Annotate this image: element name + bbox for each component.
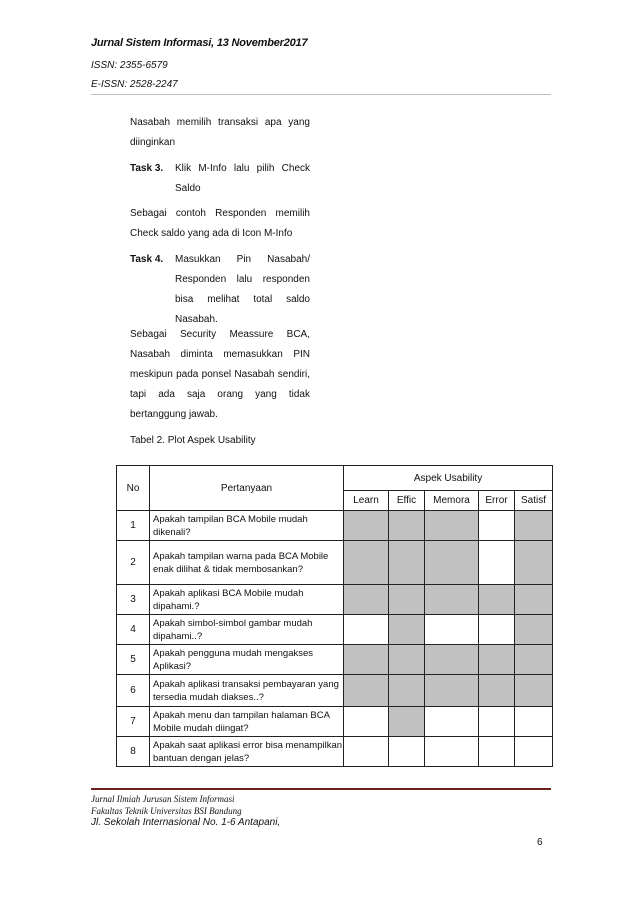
table-row — [117, 675, 553, 707]
paragraph-3: Sebagai Security Meassure BCA, Nasabah diminta memasukkan PIN meskipun pada ponsel Nasabah sendiri, tapi ada saja orang yang tidak bertanggung jawab. — [130, 329, 310, 420]
footer-divider — [91, 788, 551, 790]
aspect-cell — [389, 675, 425, 707]
aspect-cell — [479, 737, 515, 767]
aspect-cell — [344, 645, 389, 675]
aspect-cell — [425, 645, 479, 675]
task-4-label: Task 4. — [130, 254, 164, 265]
aspect-cell — [425, 675, 479, 707]
page-number: 6 — [537, 837, 543, 848]
aspect-cell — [515, 707, 553, 737]
aspect-cell — [515, 511, 553, 541]
table-row — [117, 541, 553, 585]
table-row — [117, 615, 553, 645]
journal-title: Jurnal Sistem Informasi, 13 November2017 — [91, 37, 308, 49]
aspect-cell — [344, 585, 389, 615]
header-divider — [91, 94, 551, 95]
aspect-cell — [425, 615, 479, 645]
aspect-cell — [425, 707, 479, 737]
aspect-cell — [479, 615, 515, 645]
aspect-cell — [389, 737, 425, 767]
aspect-cell — [479, 675, 515, 707]
row-number: 3 — [117, 585, 150, 615]
aspect-header: Satisf — [515, 491, 553, 511]
row-number: 1 — [117, 511, 150, 541]
task-3 — [130, 159, 310, 199]
aspect-cell — [425, 585, 479, 615]
aspect-cell — [515, 675, 553, 707]
issn: ISSN: 2355-6579 — [91, 60, 168, 71]
aspect-cell — [344, 737, 389, 767]
aspect-cell — [389, 541, 425, 585]
aspect-cell — [479, 541, 515, 585]
row-number: 5 — [117, 645, 150, 675]
table-row — [117, 511, 553, 541]
question-cell: Apakah tampilan warna pada BCA Mobile enak dilihat & tidak membosankan? — [150, 541, 344, 585]
aspect-cell — [479, 511, 515, 541]
question-cell: Apakah menu dan tampilan halaman BCA Mobile mudah diingat? — [150, 707, 344, 737]
question-cell: Apakah aplikasi BCA Mobile mudah dipahami.? — [150, 585, 344, 615]
question-cell: Apakah pengguna mudah mengakses Aplikasi? — [150, 645, 344, 675]
aspect-cell — [479, 707, 515, 737]
table-caption: Tabel 2. Plot Aspek Usability — [130, 435, 256, 446]
table-row — [117, 585, 553, 615]
table-row — [117, 707, 553, 737]
row-number: 7 — [117, 707, 150, 737]
aspect-header: Error — [479, 491, 515, 511]
aspect-cell — [515, 645, 553, 675]
aspect-cell — [344, 707, 389, 737]
task-4 — [130, 250, 310, 330]
aspect-cell — [389, 585, 425, 615]
task-3-label: Task 3. — [130, 163, 164, 174]
aspect-cell — [344, 541, 389, 585]
aspect-cell — [425, 541, 479, 585]
aspect-cell — [344, 615, 389, 645]
paragraph-1: Nasabah memilih transaksi apa yang diinginkan — [130, 117, 310, 148]
col-header-question: Pertanyaan — [150, 466, 344, 511]
aspect-cell — [389, 645, 425, 675]
question-cell: Apakah saat aplikasi error bisa menampilkan bantuan dengan jelas? — [150, 737, 344, 767]
aspect-cell — [389, 615, 425, 645]
aspect-cell — [344, 511, 389, 541]
paragraph-2: Sebagai contoh Responden memilih Check saldo yang ada di Icon M-Info — [130, 208, 310, 239]
aspect-cell — [425, 737, 479, 767]
aspect-group-header: Aspek Usability — [344, 466, 553, 491]
aspect-header: Memora — [425, 491, 479, 511]
task-4-text: Masukkan Pin Nasabah/ Responden lalu responden bisa melihat total saldo Nasabah. — [175, 254, 310, 325]
aspect-cell — [515, 541, 553, 585]
task-3-text: Klik M-Info lalu pilih Check Saldo — [175, 163, 310, 194]
col-header-no: No — [117, 466, 150, 511]
aspect-cell — [389, 707, 425, 737]
usability-table — [116, 465, 553, 767]
question-cell: Apakah aplikasi transaksi pembayaran yang tersedia mudah diakses..? — [150, 675, 344, 707]
footer-line-1: Jurnal Ilmiah Jurusan Sistem Informasi — [91, 794, 235, 804]
aspect-cell — [515, 615, 553, 645]
table-row — [117, 737, 553, 767]
aspect-cell — [344, 675, 389, 707]
aspect-cell — [389, 511, 425, 541]
row-number: 2 — [117, 541, 150, 585]
aspect-cell — [479, 645, 515, 675]
aspect-cell — [479, 585, 515, 615]
aspect-cell — [425, 511, 479, 541]
aspect-cell — [515, 737, 553, 767]
table-row — [117, 645, 553, 675]
eissn: E-ISSN: 2528-2247 — [91, 79, 178, 90]
row-number: 4 — [117, 615, 150, 645]
question-cell: Apakah simbol-simbol gambar mudah dipahami..? — [150, 615, 344, 645]
row-number: 8 — [117, 737, 150, 767]
aspect-header: Effic — [389, 491, 425, 511]
footer-line-2: Fakultas Teknik Universitas BSI Bandung — [91, 806, 242, 816]
row-number: 6 — [117, 675, 150, 707]
question-cell: Apakah tampilan BCA Mobile mudah dikenali? — [150, 511, 344, 541]
aspect-cell — [515, 585, 553, 615]
aspect-header: Learn — [344, 491, 389, 511]
footer-address: Jl. Sekolah Internasional No. 1-6 Antapani, — [91, 817, 281, 828]
